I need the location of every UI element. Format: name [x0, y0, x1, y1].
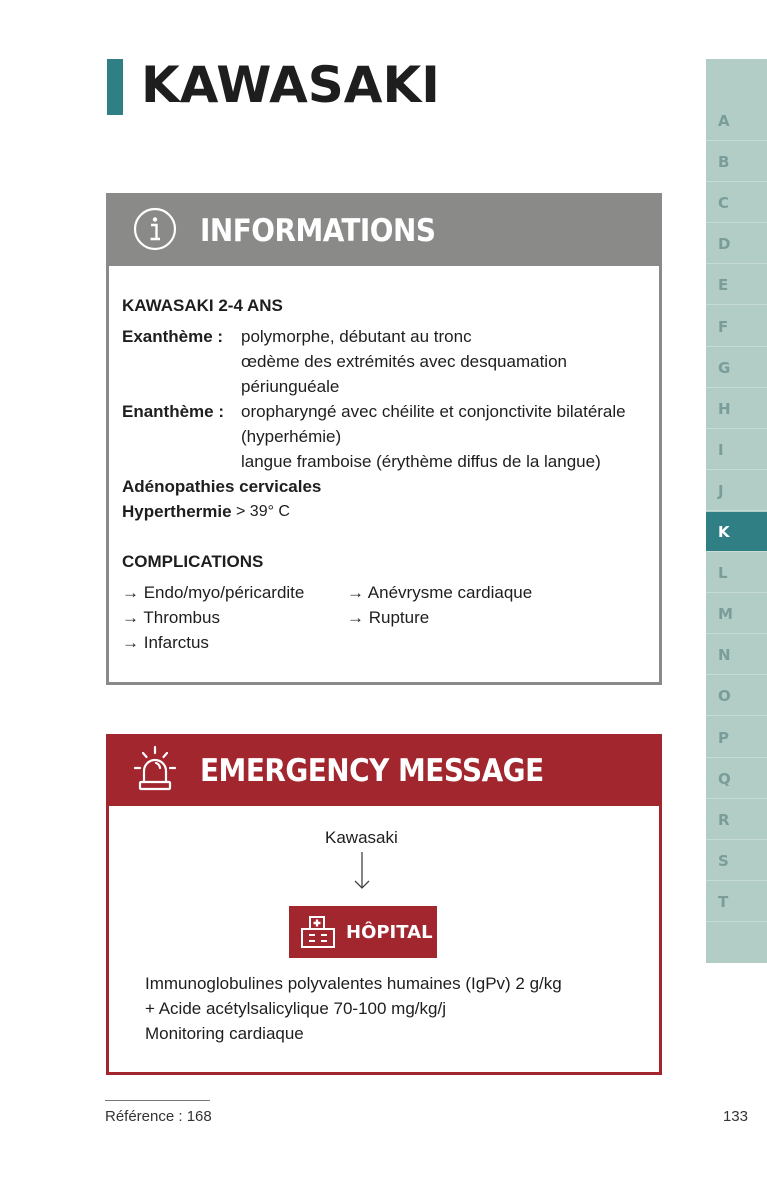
hyperthermie-value: > 39° C [236, 503, 290, 520]
index-tab-c[interactable]: C [706, 183, 767, 223]
index-tab-t[interactable]: T [706, 882, 767, 922]
index-tab-s[interactable]: S [706, 841, 767, 881]
page-number: 133 [722, 1108, 748, 1125]
treatment-line: Immunoglobulines polyvalentes humaines (IgPv) 2 g/kg [145, 974, 562, 993]
page-title: KAWASAKI [141, 56, 440, 114]
hospital-icon [300, 915, 336, 949]
index-tab-k[interactable]: K [706, 512, 767, 552]
emergency-title: EMERGENCY MESSAGE [200, 753, 544, 789]
trigger-label: Kawasaki [325, 828, 398, 847]
exantheme-line: périunguéale [241, 377, 340, 396]
index-tab-h[interactable]: H [706, 389, 767, 429]
index-tab-l[interactable]: L [706, 553, 767, 593]
treatment-line: + Acide acétylsalicylique 70-100 mg/kg/j [145, 999, 446, 1018]
complication-item: → Thrombus [122, 608, 220, 627]
index-tab-m[interactable]: M [706, 594, 767, 634]
index-tab-i[interactable]: I [706, 430, 767, 470]
complications-title: COMPLICATIONS [122, 552, 264, 571]
index-tab-p[interactable]: P [706, 718, 767, 758]
index-tab-q[interactable]: Q [706, 759, 767, 799]
index-tab-j[interactable]: J [706, 471, 767, 511]
enantheme-line: (hyperhémie) [241, 427, 342, 446]
enantheme-line: oropharyngé avec chéilite et conjonctivite bilatérale [241, 402, 626, 421]
complication-item: → Infarctus [122, 633, 209, 652]
arrow-down-icon [353, 852, 371, 890]
index-tab-b[interactable]: B [706, 142, 767, 182]
enantheme-label: Enanthème : [122, 402, 225, 421]
adenopathies-label: Adénopathies cervicales [122, 477, 322, 496]
complication-item: → Endo/myo/péricardite [122, 583, 305, 602]
footer-reference: Référence : 168 [105, 1108, 212, 1125]
exantheme-line: œdème des extrémités avec desquamation [241, 352, 567, 371]
exantheme-line: polymorphe, débutant au tronc [241, 327, 472, 346]
exantheme-label: Exanthème : [122, 327, 224, 346]
footer-rule [105, 1100, 210, 1101]
info-circle-icon [133, 207, 177, 251]
enantheme-line: langue framboise (érythème diffus de la langue) [241, 452, 601, 471]
complication-item: → Anévrysme cardiaque [347, 583, 533, 602]
index-tab-g[interactable]: G [706, 348, 767, 388]
hospital-label: HÔPITAL [346, 922, 433, 943]
index-tab-f[interactable]: F [706, 307, 767, 347]
index-tab-e[interactable]: E [706, 265, 767, 305]
informations-title: INFORMATIONS [200, 213, 436, 249]
index-tab-a[interactable]: A [706, 101, 767, 141]
hyperthermie-label: Hyperthermie [122, 502, 232, 521]
index-tab-r[interactable]: R [706, 800, 767, 840]
index-tab-d[interactable]: D [706, 224, 767, 264]
complication-item: → Rupture [347, 608, 430, 627]
title-accent-bar [107, 59, 123, 115]
siren-icon [130, 744, 180, 794]
index-tab-n[interactable]: N [706, 635, 767, 675]
treatment-line: Monitoring cardiaque [145, 1024, 304, 1043]
section-title: KAWASAKI 2-4 ANS [122, 296, 283, 315]
index-tab-o[interactable]: O [706, 676, 767, 716]
